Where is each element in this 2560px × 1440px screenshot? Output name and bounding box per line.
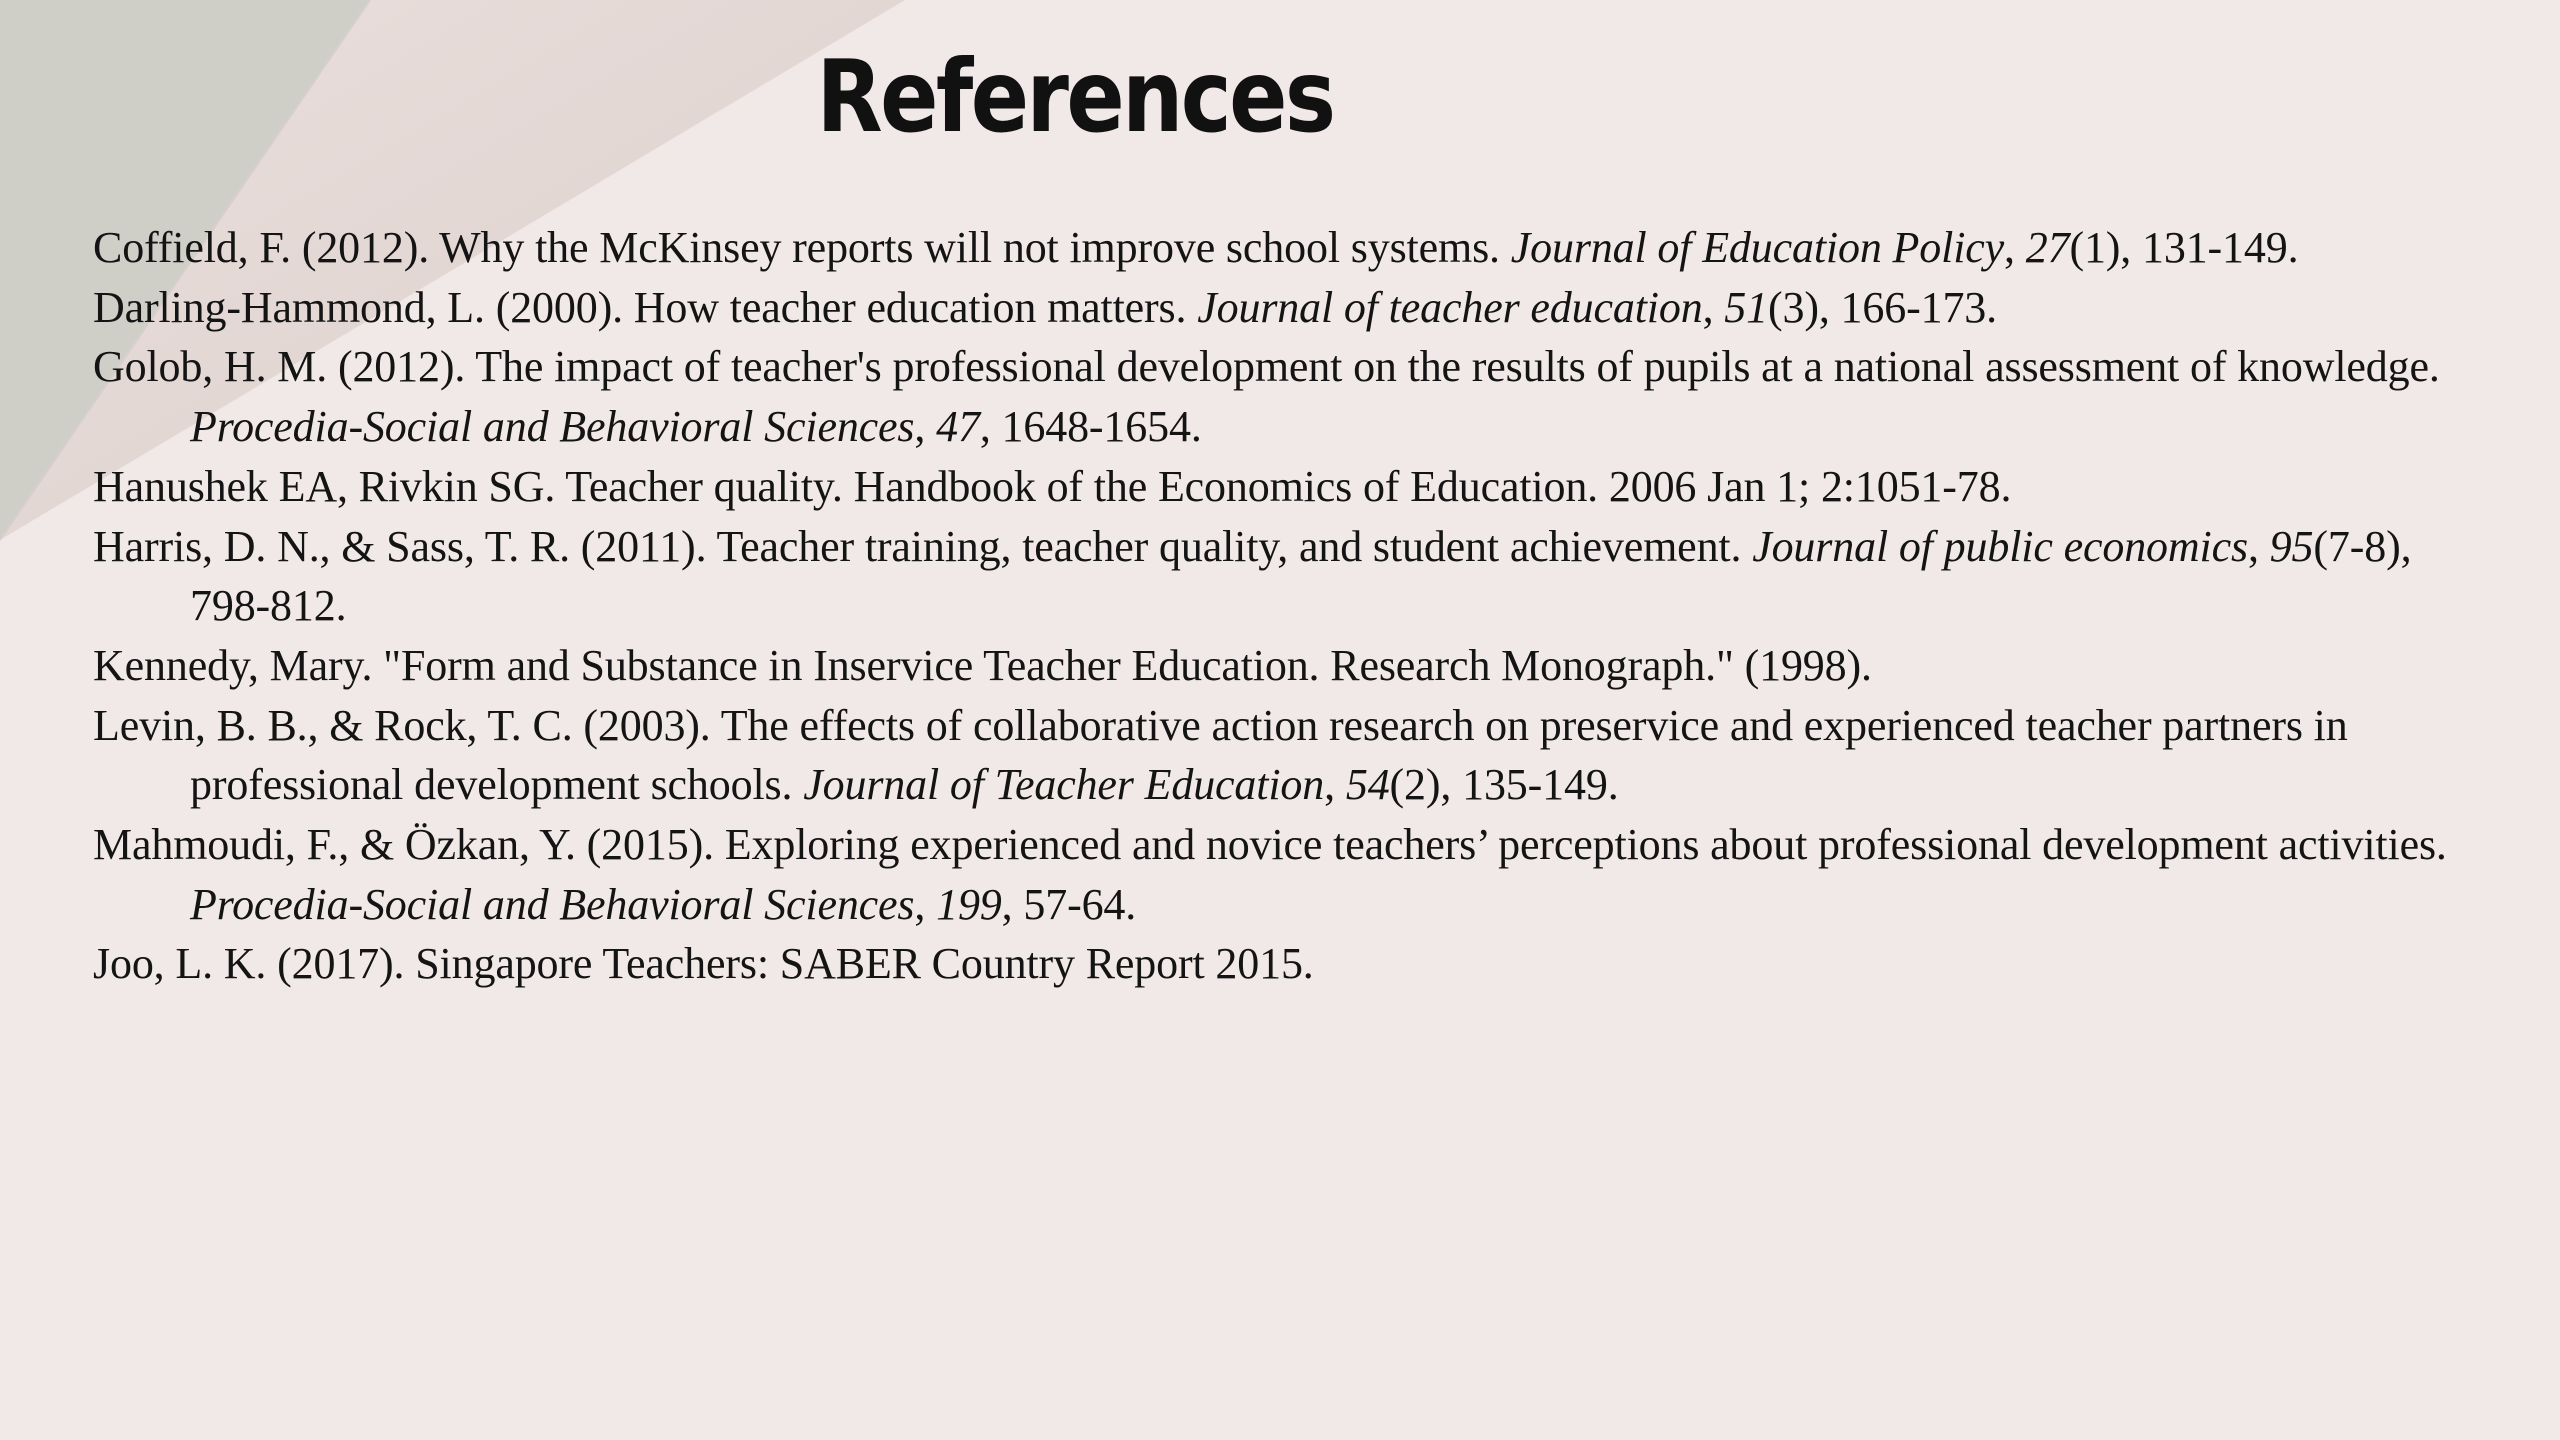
reference-item: Mahmoudi, F., & Özkan, Y. (2015). Exploring experienced and novice teachers’ perceptions about professional development activities. Procedia-Social and Behavioral Sciences, 199, 57-64.	[93, 820, 2447, 929]
reference-list	[93, 218, 2493, 994]
reference-item: Darling-Hammond, L. (2000). How teacher education matters. Journal of teacher education, 51(3), 166-173.	[93, 282, 1998, 332]
reference-item: Coffield, F. (2012). Why the McKinsey reports will not improve school systems. Journal of Education Policy, 27(1), 131-149.	[93, 223, 2299, 272]
reference-item: Kennedy, Mary. "Form and Substance in Inservice Teacher Education. Research Monograph." (1998).	[93, 640, 1872, 690]
reference-item: Golob, H. M. (2012). The impact of teacher's professional development on the results of pupils at a national assessment of knowledge. Procedia-Social and Behavioral Sciences, 47, 1648-1654.	[93, 342, 2440, 452]
reference-item: Joo, L. K. (2017). Singapore Teachers: SABER Country Report 2015.	[93, 939, 1314, 989]
reference-item: Levin, B. B., & Rock, T. C. (2003). The effects of collaborative action research on preservice and experienced teacher partners in professional development schools. Journal of Teacher Education, 54(2), 135-149.	[93, 700, 2348, 810]
page-title: References	[816, 38, 1334, 155]
reference-item: Hanushek EA, Rivkin SG. Teacher quality. Handbook of the Economics of Education. 2006 Jan 1; 2:1051-78.	[93, 461, 2012, 511]
reference-item: Harris, D. N., & Sass, T. R. (2011). Teacher training, teacher quality, and student achievement. Journal of public economics, 95(7-8), 798-812.	[93, 521, 2412, 631]
